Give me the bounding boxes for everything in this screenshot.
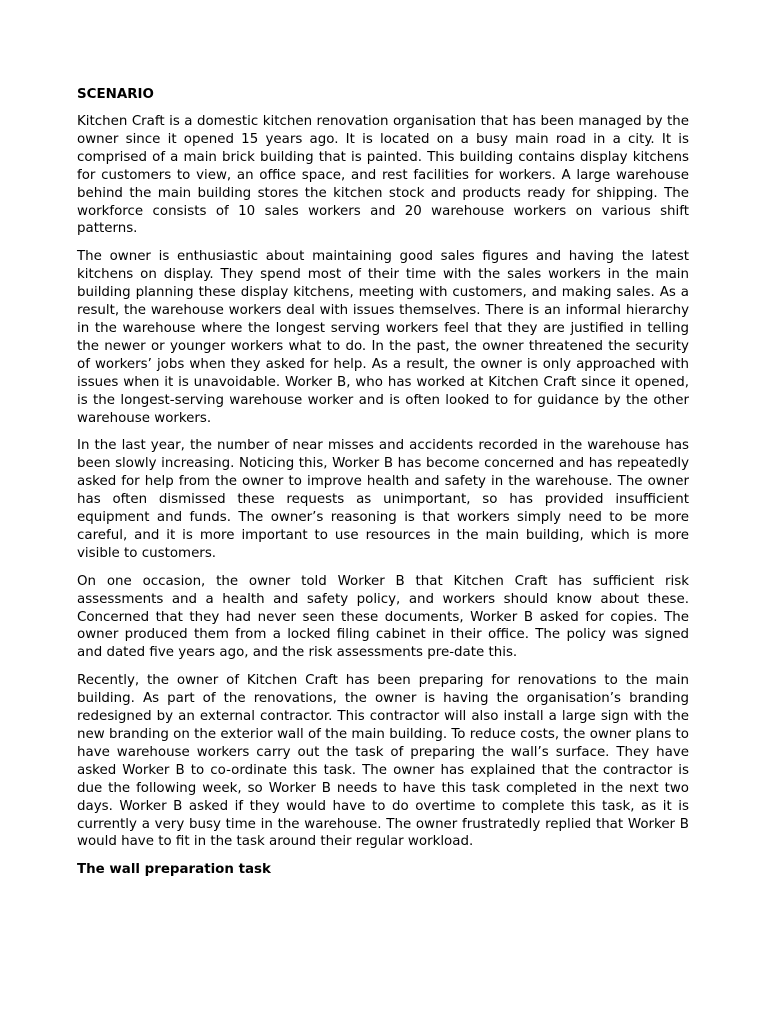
paragraph: In the last year, the number of near misses and accidents recorded in the warehouse has been slowly increasing. Noticing this, Worker B has become concerned and has repeatedly asked for help from the owner to improve health and safety in the warehouse. The owner has often dismissed these requests as unimportant, so has provided insufficient equipment and funds. The owner’s reasoning is that workers simply need to be more careful, and it is more important to use resources in the main building, which is more visible to customers. bbox=[77, 438, 689, 561]
paragraph: The owner is enthusiastic about maintaining good sales figures and having the latest kitchens on display. They spend most of their time with the sales workers in the main building planning these display kitchens, meeting with customers, and making sales. As a result, the warehouse workers deal with issues themselves. There is an informal hierarchy in the warehouse where the longest serving workers feel that they are justified in telling the newer or younger workers what to do. In the past, the owner threatened the security of workers’ jobs when they asked for help. As a result, the owner is only approached with issues when it is unavoidable. Worker B, who has worked at Kitchen Craft since it opened, is the longest-serving warehouse worker and is often looked to for guidance by the other warehouse workers. bbox=[77, 249, 689, 426]
paragraph: Kitchen Craft is a domestic kitchen renovation organisation that has been managed by the owner since it opened 15 years ago. It is located on a busy main road in a city. It is comprised of a main brick building that is painted. This building contains display kitchens for customers to view, an office space, and rest facilities for workers. A large warehouse behind the main building stores the kitchen stock and products ready for shipping. The workforce consists of 10 sales workers and 20 warehouse workers on various shift patterns. bbox=[77, 114, 689, 237]
paragraph: Recently, the owner of Kitchen Craft has been preparing for renovations to the main building. As part of the renovations, the owner is having the organisation’s branding redesigned by an external contractor. This contractor will also install a large sign with the new branding on the exterior wall of the main building. To reduce costs, the owner plans to have warehouse workers carry out the task of preparing the wall’s surface. They have asked Worker B to co-ordinate this task. The owner has explained that the contractor is due the following week, so Worker B needs to have this task completed in the next two days. Worker B asked if they would have to do overtime to complete this task, as it is currently a very busy time in the warehouse. The owner frustratedly replied that Worker B would have to fit in the task around their regular workload. bbox=[77, 673, 689, 850]
subsection-heading: The wall preparation task bbox=[77, 862, 271, 878]
paragraph: On one occasion, the owner told Worker B that Kitchen Craft has sufficient risk assessments and a health and safety policy, and workers should know about these. Concerned that they had never seen these documents, Worker B asked for copies. The owner produced them from a locked filing cabinet in their office. The policy was signed and dated five years ago, and the risk assessments pre-date this. bbox=[77, 573, 689, 661]
section-heading: SCENARIO bbox=[77, 87, 154, 102]
document-page bbox=[77, 86, 689, 879]
